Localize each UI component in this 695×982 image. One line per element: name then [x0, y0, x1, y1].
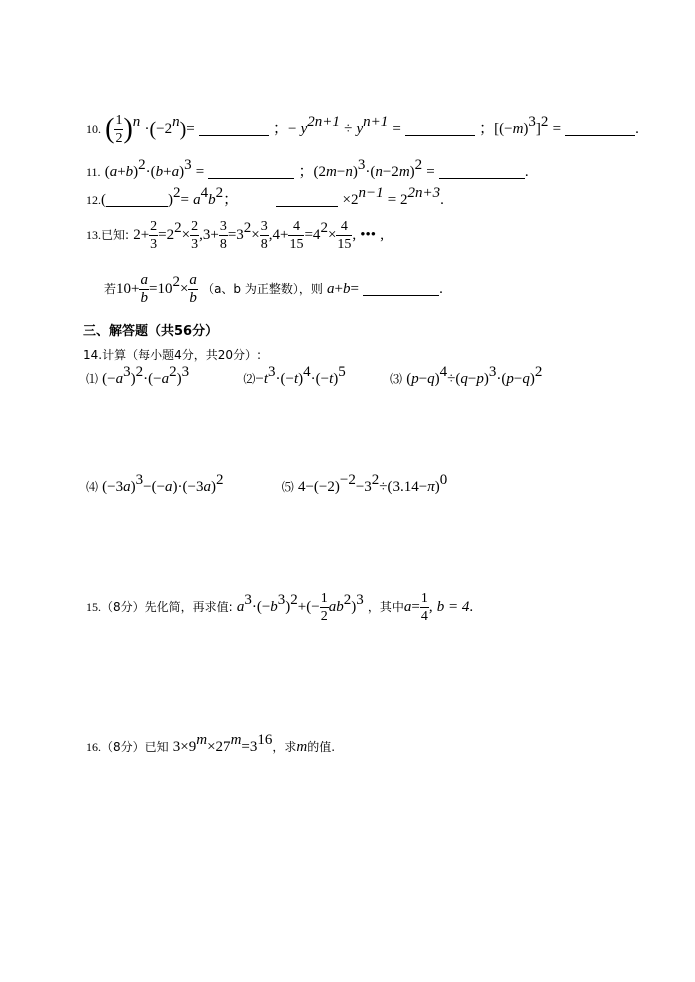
answer-blank[interactable] [276, 192, 338, 207]
question-13-condition: 若10+ $\frac{a}{b}$ $=10^2\times$ $\frac{a}{b}$ （a、b 为正整数），则 a+b= . [104, 272, 443, 306]
answer-blank[interactable] [199, 121, 269, 136]
question-15: 15.（8分）先化简，再求值: $a^3\cdot(-b^3)^2+(-$ $\frac{1}{2}$ $ab^2)^3$ ，其中a= $\frac{1}{4}$ , b = 4. [86, 591, 474, 624]
answer-blank[interactable] [405, 121, 475, 136]
section-heading: 三、解答题（共56分） [83, 324, 219, 339]
fraction-half: $\frac{1}{2}$ [115, 113, 123, 146]
question-number: 10. [86, 122, 101, 136]
answer-blank[interactable] [208, 164, 294, 179]
question-13: 13.已知: 2+ $\frac{2}{3}$ $=2^2\times$ $\frac{2}{3}$ ,3+ $\frac{3}{8}$ $=3^2\times$ $\frac{3}{8}$ ,4+ $\frac{4}{15}$ $=4^2\times$ $\frac{4}{15}$ , ••• , [86, 219, 384, 252]
question-16: 16.（8分）已知 $3\times 9^m\times 27^m=3^{16}$，求m的值. [86, 732, 336, 755]
question-14-row1: ⑴ $(-a^3)^2\cdot(-a^2)^3$ $⑵-t^3\cdot(-t)^4\cdot(-t)^5$ ⑶ $(p-q)^4\div(q-p)^3\cdot(p-q)^2$ [86, 364, 543, 387]
answer-blank[interactable] [439, 164, 525, 179]
question-14-title: 14.计算（每小题4分，共20分）: [83, 348, 262, 362]
answer-blank[interactable] [565, 121, 635, 136]
question-12: 12.( )$^2= a^4b^2$； $\times 2^{n-1} = 2^{2n+3}$. [86, 185, 444, 208]
answer-blank[interactable] [363, 281, 439, 296]
question-11: 11. $(a+b)^2\cdot(b+a)^3$ = ；$(2m-n)^3\cdot(n-2m)^2$ = . [86, 157, 529, 180]
answer-blank[interactable] [106, 192, 168, 207]
question-10: 10. ( $\frac{1}{2}$ )$^n \cdot(-2^n)=$ ；− $y^{2n+1} \div y^{n+1}$ = ；$[(-m)^3]^2$ = . [86, 113, 639, 146]
question-14-row2: ⑷ $(-3a)^3-(-a)\cdot(-3a)^2$ ⑸ $4-(-2)^{-2}-3^2\div(3.14-\pi)^0$ [86, 472, 448, 495]
